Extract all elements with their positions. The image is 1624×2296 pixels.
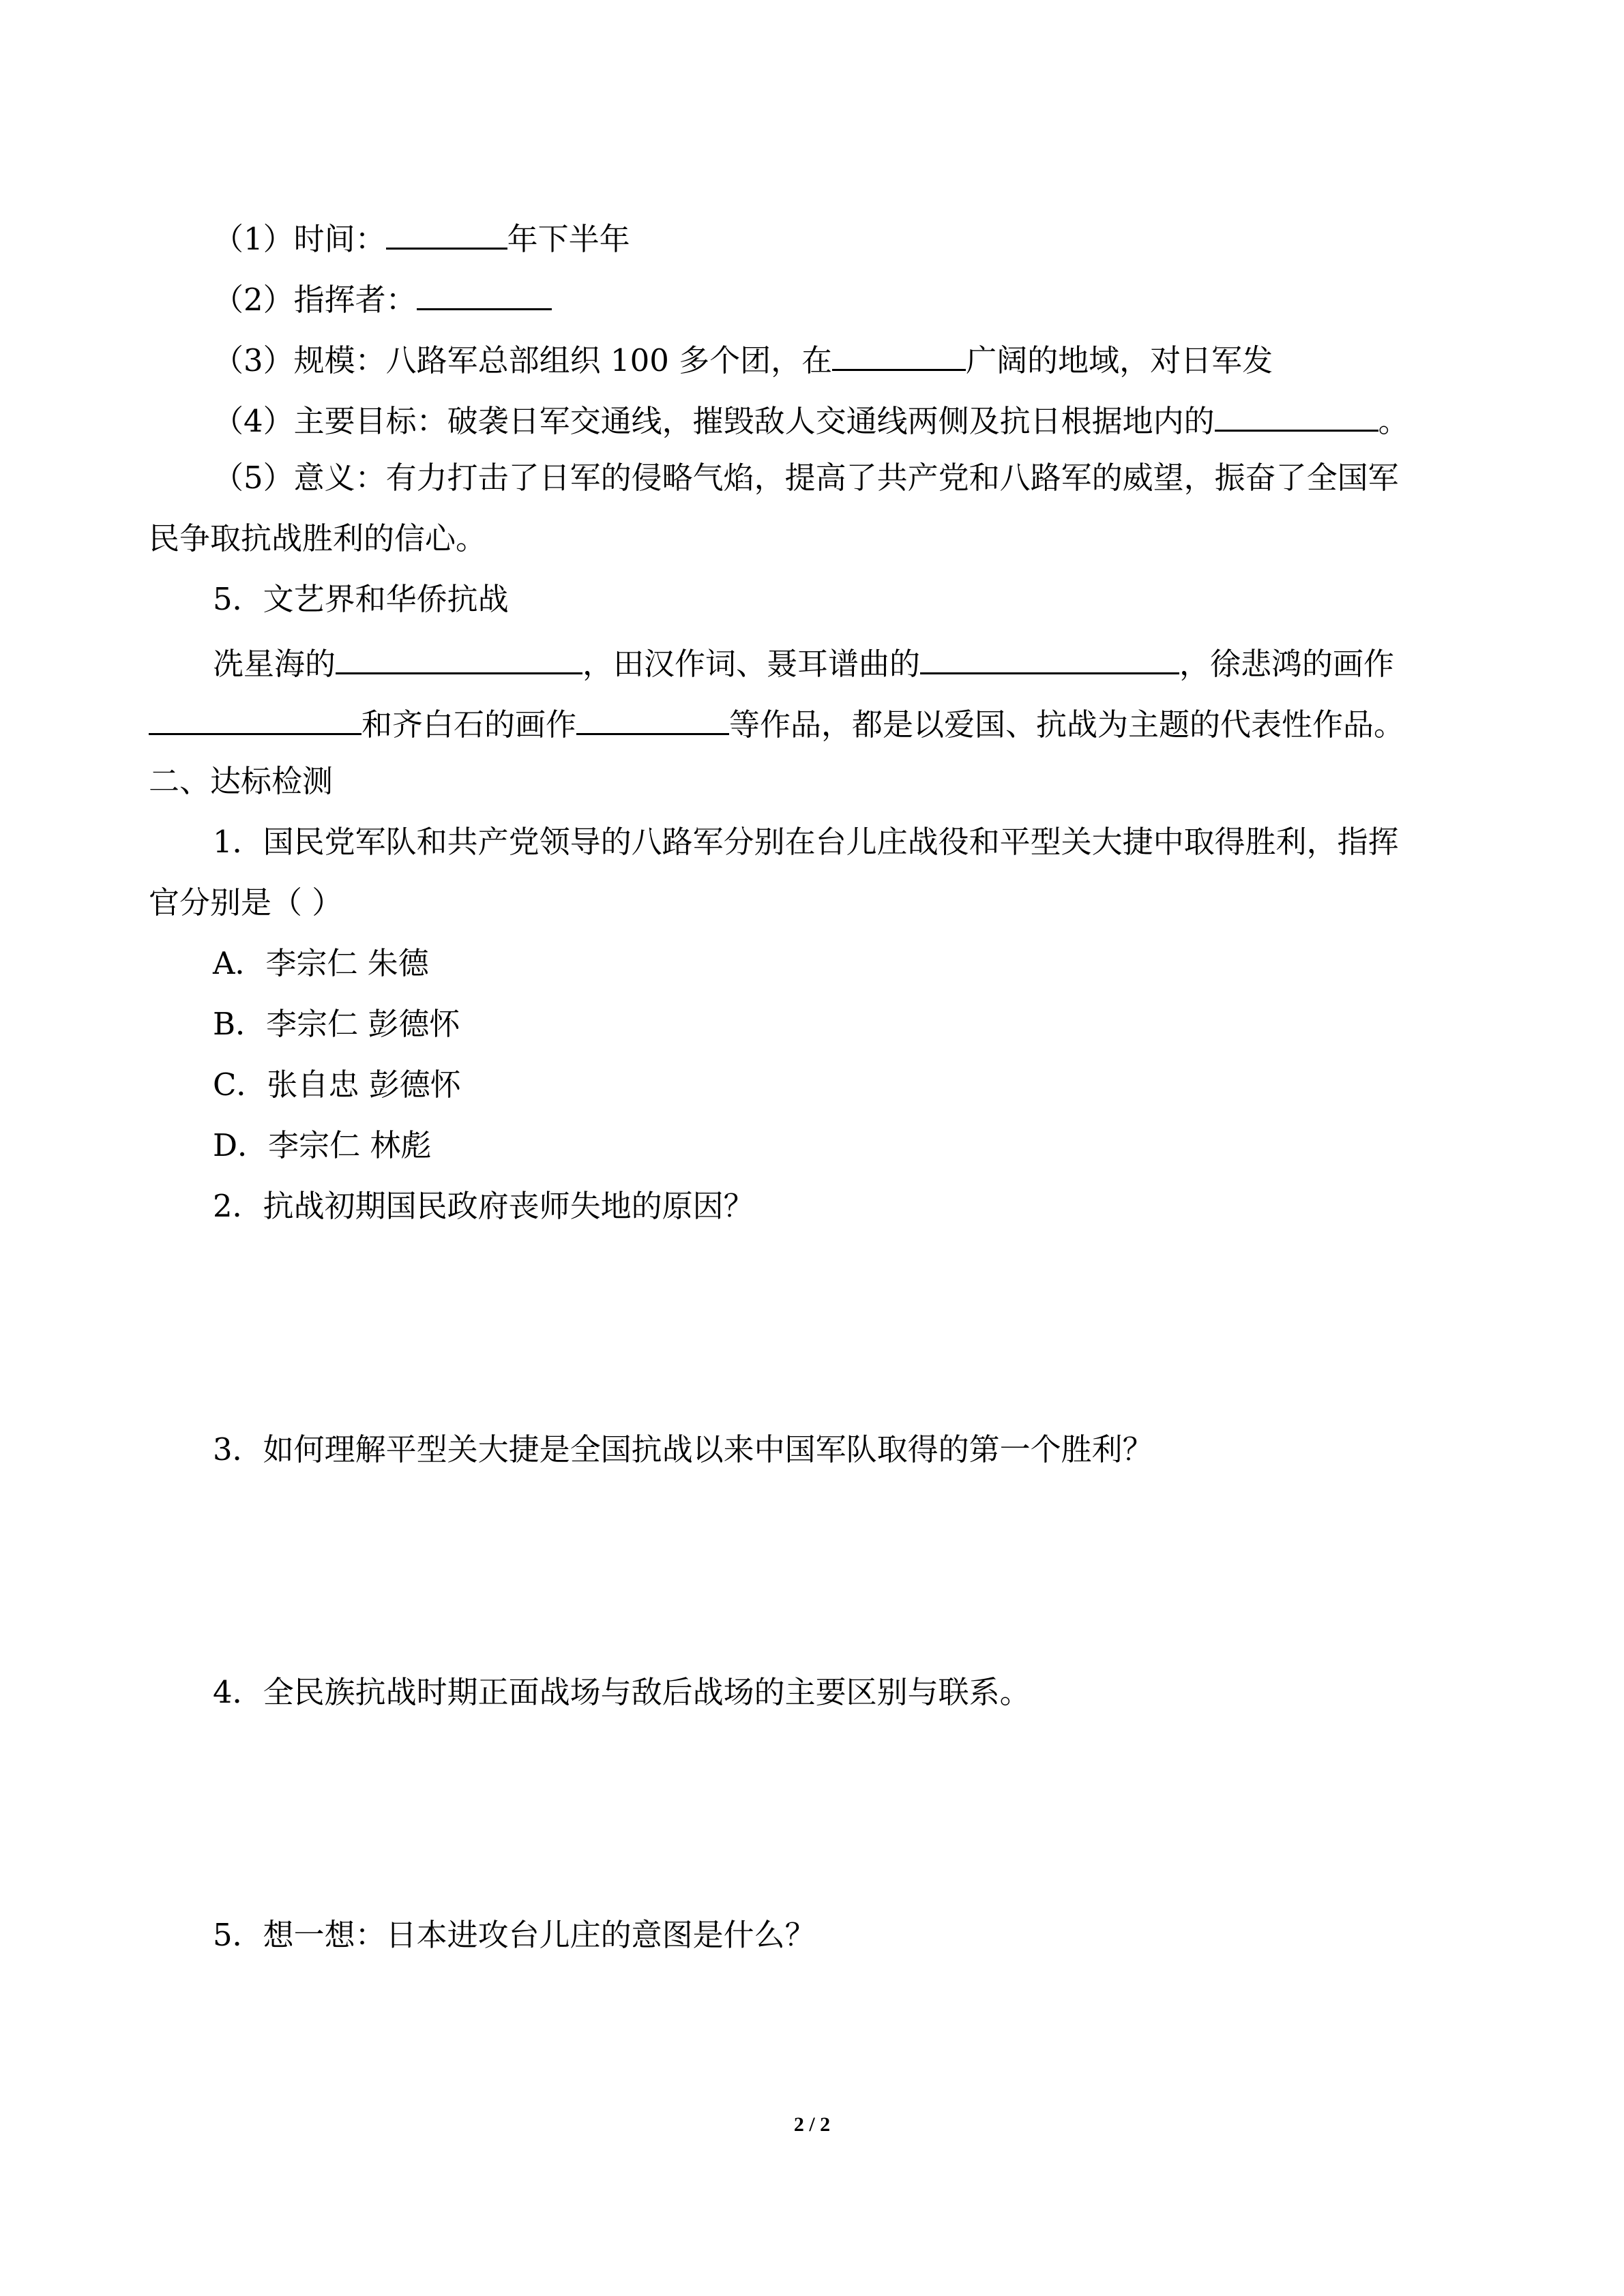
- option-a[interactable]: A．李宗仁 朱德: [213, 945, 429, 981]
- section5-title: 5．文艺界和华侨抗战: [213, 581, 509, 617]
- question-2: 2．抗战初期国民政府丧师失地的原因？: [213, 1188, 754, 1224]
- item-time: （1）时间： 年下半年: [213, 216, 630, 258]
- item-target: （4）主要目标：破袭日军交通线，摧毁敌人交通线两侧及抗日根据地内的 。: [213, 398, 1409, 441]
- blank-xianxinghai-work[interactable]: [336, 641, 582, 674]
- blank-commander[interactable]: [417, 277, 552, 310]
- blank-qibaishi-work[interactable]: [576, 702, 729, 735]
- blank-song-work[interactable]: [920, 641, 1179, 674]
- question-5: 5．想一想：日本进攻台儿庄的意图是什么？: [213, 1917, 816, 1953]
- blank-year[interactable]: [386, 216, 507, 250]
- option-b[interactable]: B．李宗仁 彭德怀: [213, 1006, 460, 1042]
- item-commander: （2）指挥者：: [213, 277, 552, 319]
- question-1-line1: 1．国民党军队和共产党领导的八路军分别在台儿庄战役和平型关大捷中取得胜利，指挥: [213, 824, 1399, 860]
- blank-target[interactable]: [1215, 398, 1378, 432]
- page-number: 2 / 2: [793, 2113, 831, 2136]
- section-heading-assessment: 二、达标检测: [149, 763, 334, 799]
- section5-line1: 冼星海的 ，田汉作词、聂耳谱曲的 ，徐悲鸿的画作: [213, 641, 1394, 683]
- question-4: 4．全民族抗战时期正面战场与敌后战场的主要区别与联系。: [213, 1674, 1031, 1710]
- blank-xubeihong-work[interactable]: [149, 702, 361, 735]
- question-1-line2: 官分别是（ ）: [149, 884, 343, 921]
- question-3: 3．如何理解平型关大捷是全国抗战以来中国军队取得的第一个胜利？: [213, 1431, 1153, 1467]
- item-scale: （3）规模：八路军总部组织 100 多个团，在 广阔的地域，对日军发: [213, 338, 1273, 380]
- section5-line2: 和齐白石的画作 等作品，都是以爱国、抗战为主题的代表性作品。: [149, 702, 1404, 744]
- item-significance-line2: 民争取抗战胜利的信心。: [149, 520, 487, 556]
- item-significance-line1: （5）意义：有力打击了日军的侵略气焰，提高了共产党和八路军的威望，振奋了全国军: [213, 460, 1399, 496]
- option-d[interactable]: D．李宗仁 林彪: [213, 1127, 432, 1163]
- blank-region[interactable]: [832, 338, 966, 371]
- option-c[interactable]: C．张自忠 彭德怀: [213, 1067, 461, 1103]
